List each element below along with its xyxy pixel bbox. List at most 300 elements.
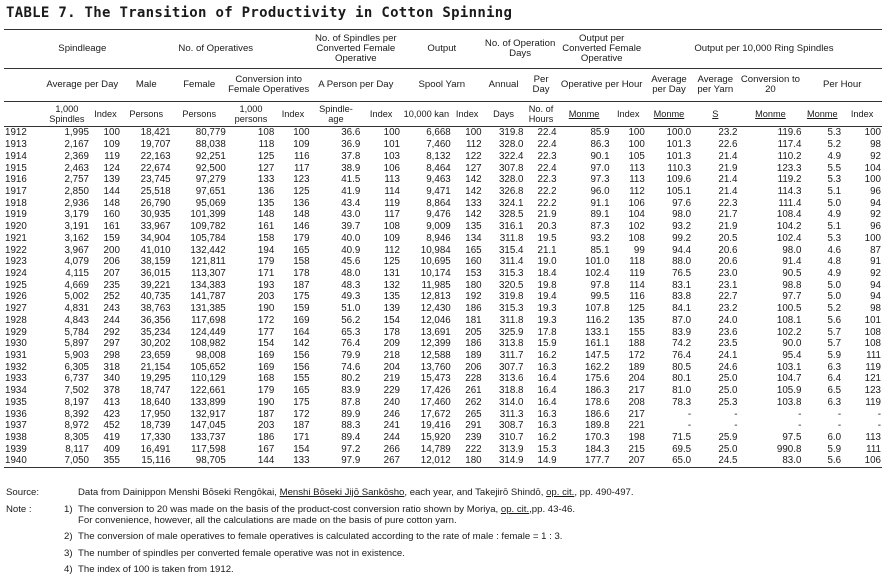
- table-cell: 204: [628, 373, 645, 385]
- table-cell: 267: [361, 455, 401, 467]
- table-row: [4, 397, 882, 409]
- table-cell: 187: [293, 279, 310, 291]
- table-cell: 74.6: [341, 361, 361, 373]
- table-cell: 127: [465, 162, 482, 174]
- table-cell: 35,234: [140, 326, 171, 338]
- table-cell: 132: [383, 279, 401, 291]
- sub-person-per-day: A Person per Day: [311, 69, 401, 102]
- table-cell: 22.6: [718, 139, 738, 151]
- year-cell: 1916: [5, 174, 27, 186]
- table-cell: 22.3: [537, 150, 557, 162]
- table-cell: 119.2: [777, 174, 802, 186]
- table-cell: 325.9: [498, 326, 524, 338]
- table-cell: 110.2: [777, 150, 802, 162]
- table-cell: 119: [384, 197, 401, 209]
- table-cell: 409: [103, 443, 120, 455]
- table-cell: 18.4: [537, 267, 557, 279]
- unit-1000-persons: 1,000 persons: [227, 102, 276, 127]
- table-cell: 119: [865, 396, 881, 408]
- table-cell: 125: [293, 185, 310, 197]
- table-cell: 8,972: [64, 420, 90, 432]
- table-cell: 189: [465, 350, 482, 362]
- table-cell: 215: [628, 443, 645, 455]
- table-cell: 2,167: [64, 139, 90, 151]
- unit-spindleage: Spindle-age: [311, 102, 362, 127]
- table-cell: 90.5: [782, 267, 802, 279]
- note-1-line-2: For convenience, however, all the calculations are made on the basis of pure cotton yarn.: [78, 514, 457, 526]
- table-cell: 109.6: [666, 174, 692, 186]
- table-cell: 22.4: [537, 162, 557, 174]
- table-cell: 105: [628, 150, 645, 162]
- table-cell: 297: [103, 338, 120, 350]
- table-cell: 6.0: [827, 432, 842, 444]
- table-cell: 36.6: [341, 127, 361, 139]
- table-cell: 318: [103, 361, 120, 373]
- unit-monme: Monme: [802, 102, 842, 127]
- table-cell: 114: [384, 185, 401, 197]
- table-cell: 2,463: [64, 162, 90, 174]
- table-cell: 21.4: [718, 185, 738, 197]
- table-cell: 155: [293, 373, 310, 385]
- table-cell: 12,012: [401, 455, 452, 467]
- table-cell: 165: [293, 385, 310, 397]
- table-cell: 88,038: [195, 139, 226, 151]
- table-cell: 328.0: [498, 174, 524, 186]
- table-cell: 96: [870, 185, 881, 197]
- table-cell: 89.1: [590, 209, 610, 221]
- year-cell: 1934: [5, 385, 27, 397]
- year-cell: 1917: [5, 185, 27, 197]
- source-text: Data from Dainippon Menshi Bōseki Rengōkai, Menshi Bōseki Jijō Sankōsho, each year, and Takejirō Shindō, op. cit., pp. 490-497.: [78, 487, 634, 498]
- table-cell: 244: [103, 314, 120, 326]
- unit-index: Index: [361, 102, 401, 127]
- table-cell: 148: [293, 209, 310, 221]
- table-cell: 172: [257, 314, 275, 326]
- table-cell: 45.6: [341, 256, 361, 268]
- table-cell: 313.6: [498, 373, 524, 385]
- table-cell: 96.0: [590, 185, 610, 197]
- table-cell: 206: [103, 256, 120, 268]
- sub-per-hour: Per Hour: [802, 69, 882, 102]
- year-cell: 1928: [5, 314, 27, 326]
- table-cell: 83.1: [672, 279, 692, 291]
- table-cell: 98.8: [782, 279, 802, 291]
- table-cell: 7,502: [64, 385, 90, 397]
- table-cell: 17,426: [420, 385, 451, 397]
- table-cell: 124: [103, 162, 120, 174]
- unit-monme: Monme: [646, 102, 692, 127]
- table-cell: 206: [465, 361, 482, 373]
- table-cell: 133: [257, 174, 275, 186]
- table-cell: 104.7: [776, 373, 802, 385]
- table-cell: 90.1: [590, 150, 610, 162]
- table-cell: 193: [257, 279, 275, 291]
- table-cell: 36.9: [341, 139, 361, 151]
- table-cell: 125: [383, 256, 401, 268]
- table-cell: 22.3: [537, 174, 557, 186]
- table-cell: 133: [465, 197, 482, 209]
- table-cell: 112: [384, 244, 401, 256]
- table-cell: 148: [257, 209, 275, 221]
- table-cell: 165: [293, 244, 310, 256]
- table-cell: 93.2: [590, 232, 610, 244]
- table-cell: 156: [293, 350, 310, 362]
- header-output-per-female: Output per Converted Female Operative: [558, 30, 646, 69]
- table-cell: 100: [103, 127, 120, 139]
- note-1: Note : 1) The conversion to 20 was made on the basis of the product-cost conversion ratio shown by Moriya, op. cit.,pp. 43-46.: [6, 503, 576, 515]
- table-cell: 203: [257, 291, 275, 303]
- table-cell: 207: [103, 267, 120, 279]
- table-cell: 3,967: [64, 244, 90, 256]
- table-cell: 98: [870, 303, 881, 315]
- table-row: [4, 315, 882, 327]
- year-cell: 1925: [5, 279, 27, 291]
- table-cell: 311.8: [499, 232, 524, 244]
- table-cell: 100: [864, 174, 881, 186]
- table-cell: 119.6: [777, 127, 802, 139]
- header-spindles-per-operative: No. of Spindles per Converted Female Operative: [311, 30, 401, 69]
- year-cell: 1937: [5, 420, 27, 432]
- unit-index: Index: [452, 102, 483, 127]
- table-cell: 111: [866, 443, 881, 455]
- table-cell: 117: [384, 209, 401, 221]
- table-cell: 228: [465, 373, 482, 385]
- table-cell: 262: [465, 396, 482, 408]
- table-cell: 315.4: [498, 244, 524, 256]
- table-cell: 97.8: [590, 279, 610, 291]
- table-cell: 189: [628, 361, 645, 373]
- table-cell: 109: [383, 232, 401, 244]
- year-cell: 1912: [5, 127, 27, 139]
- table-cell: 84.1: [672, 303, 692, 315]
- table-cell: 355: [90, 455, 121, 467]
- year-cell: 1920: [5, 221, 27, 233]
- table-cell: 43.4: [341, 197, 361, 209]
- table-cell: 97.7: [782, 291, 802, 303]
- table-cell: 23.2: [718, 303, 738, 315]
- table-cell: 117: [293, 162, 310, 174]
- table-cell: 8,464: [426, 162, 451, 174]
- table-cell: 40.0: [341, 232, 361, 244]
- table-cell: 5,903: [64, 350, 90, 362]
- table-row: [4, 197, 882, 209]
- table-cell: 990.8: [776, 443, 802, 455]
- header-ring-spindles: Output per 10,000 Ring Spindles: [646, 30, 882, 69]
- table-row: [4, 420, 882, 432]
- table-row: [4, 232, 882, 244]
- year-cell: 1939: [5, 443, 27, 455]
- table-cell: 79.9: [341, 350, 361, 362]
- table-cell: 12,046: [420, 314, 451, 326]
- note-4: 4) The index of 100 is taken from 1912.: [64, 564, 234, 575]
- table-cell: 136: [257, 185, 275, 197]
- table-cell: 98.0: [672, 209, 692, 221]
- sub-annual: Annual: [483, 69, 525, 102]
- table-cell: 5.6: [827, 314, 842, 326]
- table-cell: 12,430: [420, 303, 451, 315]
- table-cell: 310.7: [498, 432, 524, 444]
- table-cell: 97.9: [311, 455, 362, 467]
- table-cell: 109: [293, 139, 310, 151]
- table-cell: 25.0: [718, 443, 738, 455]
- table-cell: 5.7: [827, 326, 842, 338]
- table-cell: 33,967: [140, 221, 171, 233]
- table-cell: 4,669: [64, 279, 90, 291]
- table-cell: 9,009: [426, 221, 451, 233]
- table-cell: 155: [628, 326, 645, 338]
- sub-average-per-yarn: Average per Yarn: [692, 69, 738, 102]
- table-cell: 5.5: [827, 162, 842, 174]
- table-cell: 92: [870, 209, 881, 221]
- table-cell: 19,416: [420, 420, 451, 432]
- table-cell: 95,069: [195, 197, 226, 209]
- table-cell: 318.8: [498, 385, 524, 397]
- table-cell: 10,174: [420, 267, 451, 279]
- table-cell: 158: [257, 232, 275, 244]
- table-cell: 98: [870, 139, 881, 151]
- table-cell: 378: [103, 385, 120, 397]
- table-row: [4, 174, 882, 186]
- table-cell: 34,904: [140, 232, 171, 244]
- table-cell: 23.5: [718, 338, 738, 350]
- table-cell: 8,197: [64, 396, 90, 408]
- table-row: [4, 186, 882, 198]
- table-cell: 121,811: [191, 256, 226, 268]
- year-cell: 1926: [5, 291, 27, 303]
- table-cell: 76.4: [341, 338, 361, 350]
- table-cell: 22,674: [140, 162, 171, 174]
- table-cell: 162.2: [585, 361, 610, 373]
- table-cell: 2,936: [64, 197, 90, 209]
- table-cell: 83.0: [738, 455, 802, 467]
- table-cell: 171: [293, 432, 310, 444]
- year-cell: 1918: [5, 197, 27, 209]
- table-cell: 134: [465, 232, 482, 244]
- table-cell: 85.9: [590, 127, 610, 139]
- table-cell: 207: [611, 455, 646, 467]
- table-cell: 175: [293, 396, 310, 408]
- table-cell: 4,079: [64, 256, 90, 268]
- table-row: [4, 244, 882, 256]
- table-cell: 134,383: [190, 279, 226, 291]
- table-cell: 101: [383, 139, 401, 151]
- table-cell: 37.8: [341, 150, 361, 162]
- year-cell: 1933: [5, 373, 27, 385]
- table-cell: 142: [465, 174, 482, 186]
- table-cell: 100: [465, 127, 482, 139]
- table-cell: 104: [864, 162, 881, 174]
- table-cell: 154: [293, 443, 310, 455]
- sub-per-day: Per Day: [525, 69, 558, 102]
- table-cell: 76.5: [672, 267, 692, 279]
- table-cell: 221: [628, 420, 645, 432]
- table-cell: 5.0: [827, 197, 842, 209]
- header-spindleage: Spindleage: [44, 30, 121, 69]
- table-cell: 87.3: [590, 221, 610, 233]
- table-cell: 186.6: [585, 408, 610, 420]
- table-cell: 94: [870, 291, 881, 303]
- table-row: [4, 350, 882, 362]
- table-cell: 133,737: [190, 432, 226, 444]
- table-cell: 5.2: [827, 139, 842, 151]
- table-cell: 175.6: [585, 373, 610, 385]
- table-cell: 90.0: [782, 338, 802, 350]
- table-cell: 187: [257, 408, 275, 420]
- table-cell: 161: [257, 221, 275, 233]
- table-cell: 135: [628, 314, 645, 326]
- table-cell: 313.8: [498, 338, 524, 350]
- table-cell: 25.3: [718, 396, 738, 408]
- table-cell: 16.4: [537, 373, 557, 385]
- table-cell: 100.5: [776, 303, 802, 315]
- table-cell: 131: [383, 267, 401, 279]
- table-cell: 198: [628, 432, 645, 444]
- table-row: [4, 338, 882, 350]
- table-cell: 181: [465, 314, 482, 326]
- table-cell: 159: [293, 303, 310, 315]
- table-cell: 114: [629, 279, 645, 291]
- table-cell: 139: [103, 174, 120, 186]
- sub-conversion-20: Conversion to 20: [738, 69, 802, 102]
- table-cell: 124,449: [190, 326, 226, 338]
- table-cell: 97.0: [590, 162, 610, 174]
- table-cell: 10,984: [420, 244, 451, 256]
- table-cell: 179: [293, 232, 310, 244]
- table-cell: 15.9: [537, 338, 557, 350]
- table-cell: 5.1: [827, 221, 842, 233]
- table-cell: 132,917: [190, 408, 226, 420]
- table-cell: 88.0: [672, 256, 692, 268]
- table-cell: 65.3: [341, 326, 361, 338]
- table-cell: 4,831: [64, 303, 90, 315]
- note-2: 2) The conversion of male operatives to female operatives is calculated according to the rate of male : female = 1 : 3.: [64, 531, 563, 542]
- table-cell: 340: [103, 373, 120, 385]
- table-cell: 8,117: [65, 443, 90, 455]
- table-cell: 108,982: [190, 338, 226, 350]
- table-cell: 41.5: [341, 174, 361, 186]
- table-cell: 18,640: [140, 396, 171, 408]
- table-cell: 266: [383, 443, 401, 455]
- table-cell: 119: [629, 267, 645, 279]
- year-cell: 1914: [5, 150, 27, 162]
- table-cell: 16.3: [537, 408, 557, 420]
- table-cell: 208: [628, 396, 645, 408]
- table-cell: 123: [293, 174, 310, 186]
- table-cell: 103.1: [776, 361, 802, 373]
- table-cell: 177: [257, 326, 275, 338]
- table-cell: 105,652: [190, 361, 226, 373]
- table-cell: 97,651: [195, 185, 226, 197]
- table-cell: 94: [870, 279, 881, 291]
- table-cell: 110.3: [667, 162, 692, 174]
- table-cell: 100: [293, 127, 310, 139]
- table-cell: 17,330: [140, 432, 171, 444]
- table-cell: 169: [293, 314, 310, 326]
- table-cell: 159: [103, 232, 120, 244]
- table-cell: 171: [257, 267, 275, 279]
- table-cell: 43.0: [341, 209, 361, 221]
- table-cell: 15,116: [121, 455, 172, 467]
- table-cell: 209: [383, 338, 401, 350]
- table-cell: 41.9: [341, 185, 361, 197]
- table-cell: 101.3: [666, 139, 692, 151]
- table-cell: 16.4: [537, 396, 557, 408]
- table-cell: 156: [293, 361, 310, 373]
- table-cell: 161: [103, 221, 120, 233]
- table-cell: 2,850: [64, 185, 90, 197]
- table-cell: 6,737: [64, 373, 90, 385]
- table-cell: 23.6: [718, 326, 738, 338]
- table-cell: 112: [465, 139, 482, 151]
- table-cell: -: [687, 420, 692, 432]
- table-cell: 165: [465, 244, 482, 256]
- table-cell: 6.5: [827, 385, 842, 397]
- table-cell: 15.3: [537, 443, 557, 455]
- table-cell: 36,015: [140, 267, 171, 279]
- table-cell: 8,392: [64, 408, 90, 420]
- table-cell: 103: [383, 150, 401, 162]
- table-cell: 76.4: [672, 350, 692, 362]
- table-cell: 5.3: [827, 232, 842, 244]
- table-cell: 123: [864, 385, 881, 397]
- table-cell: 190: [257, 396, 275, 408]
- table-cell: 118: [629, 256, 645, 268]
- table-cell: 324.1: [498, 197, 524, 209]
- table-cell: 88.3: [341, 420, 361, 432]
- table-cell: 308.7: [498, 420, 524, 432]
- table-cell: 261: [465, 385, 482, 397]
- table-row: [4, 150, 882, 162]
- table-cell: 97.6: [672, 197, 692, 209]
- table-cell: 100.0: [666, 127, 692, 139]
- table-cell: 4.8: [827, 256, 842, 268]
- table-cell: 91: [870, 256, 881, 268]
- table-cell: 108.1: [776, 314, 802, 326]
- table-cell: 85.1: [590, 244, 610, 256]
- table-cell: 169: [257, 361, 275, 373]
- table-cell: 161.1: [585, 338, 610, 350]
- table-cell: 452: [103, 420, 120, 432]
- year-cell: 1927: [5, 303, 27, 315]
- table-cell: -: [687, 408, 692, 420]
- source-label: Source:: [6, 487, 40, 498]
- table-cell: 252: [103, 291, 120, 303]
- table-title: TABLE 7. The Transition of Productivity in Cotton Spinning: [6, 5, 513, 21]
- table-row: [4, 443, 882, 455]
- table-cell: 204: [383, 361, 401, 373]
- table-cell: 133.1: [585, 326, 610, 338]
- table-cell: 178.6: [585, 396, 610, 408]
- table-row: [4, 209, 882, 221]
- table-cell: 8,305: [64, 432, 90, 444]
- table-cell: 111.4: [778, 197, 802, 209]
- table-cell: 170.3: [585, 432, 610, 444]
- table-cell: 89.9: [341, 408, 361, 420]
- table-cell: 5.0: [827, 291, 842, 303]
- table-cell: 244: [383, 432, 401, 444]
- table-cell: 21.4: [718, 150, 738, 162]
- table-cell: -: [877, 420, 881, 432]
- table-cell: 313.9: [498, 443, 524, 455]
- table-cell: 5.1: [827, 185, 842, 197]
- table-cell: 172: [293, 408, 310, 420]
- table-cell: 5.2: [827, 303, 842, 315]
- unit-index: Index: [275, 102, 310, 127]
- unit-days: Days: [483, 102, 525, 127]
- table-cell: 133,899: [190, 396, 226, 408]
- table-cell: 186: [257, 432, 275, 444]
- table-cell: 18,739: [140, 420, 171, 432]
